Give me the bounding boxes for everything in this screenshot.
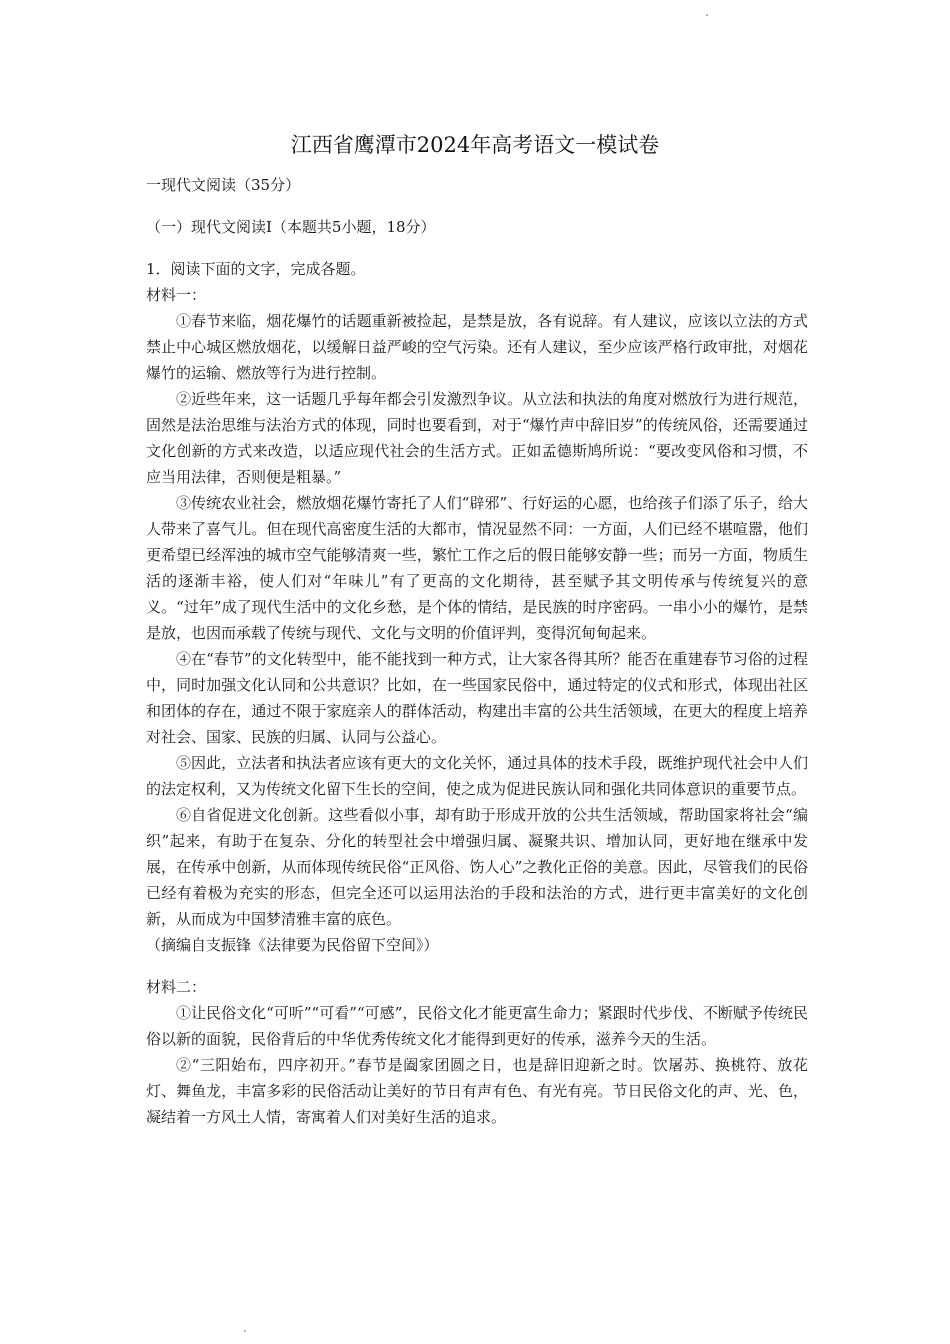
document-body <box>146 172 808 1130</box>
material-two-paragraph: ①让民俗文化“可听”“可看”“可感”，民俗文化才能更富生命力；紧跟时代步伐、不断赋予传统民俗以新的面貌，民俗背后的中华优秀传统文化才能得到更好的传承，滋养今天的生活。 <box>146 1004 808 1048</box>
material-one-label: 材料一： <box>146 286 207 304</box>
exam-title: 江西省鹰潭市2024年高考语文一模试卷 <box>290 133 660 157</box>
material-one-source: （摘编自支振锋《法律要为民俗留下空间》） <box>146 936 439 954</box>
scan-dot <box>244 1330 246 1332</box>
material-two-paragraph: ②“三阳始布，四序初开。”春节是阖家团圆之日，也是辞旧迎新之时。饮屠苏、换桃符、放花灯、舞鱼龙，丰富多彩的民俗活动让美好的节日有声有色、有光有亮。节日民俗文化的声、光、色，凝结着一方风土人情，寄寓着人们对美好生活的追求。 <box>146 1056 808 1126</box>
material-one-paragraph: ④在“春节”的文化转型中，能不能找到一种方式，让大家各得其所？能否在重建春节习俗的过程中，同时加强文化认同和公共意识？比如，在一些国家民俗中，通过特定的仪式和形式，体现出社区和团体的存在，通过不限于家庭亲人的群体活动，构建出丰富的公共生活领域，在更大的程度上培养对社会、国家、民族的归属、认同与公益心。 <box>146 650 808 746</box>
material-one-paragraph: ⑥自省促进文化创新。这些看似小事，却有助于形成开放的公共生活领域，帮助国家将社会“编织”起来，有助于在复杂、分化的转型社会中增强归属、凝聚共识、增加认同，更好地在继承中发展，在传承中创新，从而体现传统民俗“正风俗、饬人心”之教化正俗的美意。因此，尽管我们的民俗已经有着极为充实的形态，但完全还可以运用法治的手段和法治的方式，进行更丰富美好的文化创新，从而成为中国梦清雅丰富的底色。 <box>146 806 808 928</box>
scan-dot <box>706 14 708 16</box>
question-stem: 1．阅读下面的文字，完成各题。 <box>146 260 366 278</box>
subsection-heading: （一）现代文阅读Ⅰ（本题共5小题，18分） <box>146 218 436 236</box>
material-one-paragraph: ③传统农业社会，燃放烟花爆竹寄托了人们“辟邪”、行好运的心愿，也给孩子们添了乐子，给大人带来了喜气儿。但在现代高密度生活的大都市，情况显然不同：一方面，人们已经不堪喧嚣，他们更希望已经浑浊的城市空气能够清爽一些，繁忙工作之后的假日能够安静一些；而另一方面，物质生活的逐渐丰裕，使人们对“年味儿”有了更高的文化期待，甚至赋予其文明传承与传统复兴的意义。“过年”成了现代生活中的文化乡愁，是个体的情结，是民族的时序密码。一串小小的爆竹，是禁是放，也因而承载了传统与现代、文化与文明的价值评判，变得沉甸甸起来。 <box>146 494 808 642</box>
material-one-paragraph: ①春节来临，烟花爆竹的话题重新被捡起，是禁是放，各有说辞。有人建议，应该以立法的方式禁止中心城区燃放烟花，以缓解日益严峻的空气污染。还有人建议，至少应该严格行政审批，对烟花爆竹的运输、燃放等行为进行控制。 <box>146 312 808 382</box>
section-heading: 一现代文阅读（35分） <box>146 176 301 194</box>
material-one-paragraph: ②近些年来，这一话题几乎每年都会引发激烈争议。从立法和执法的角度对燃放行为进行规范，固然是法治思维与法治方式的体现，同时也要看到，对于“爆竹声中辞旧岁”的传统风俗，还需要通过文化创新的方式来改造，以适应现代社会的生活方式。正如孟德斯鸠所说：“要改变风俗和习惯，不应当用法律，否则便是粗暴。” <box>146 390 808 486</box>
material-two-label: 材料二： <box>146 978 207 996</box>
material-one-paragraph: ⑤因此，立法者和执法者应该有更大的文化关怀，通过具体的技术手段，既维护现代社会中人们的法定权利，又为传统文化留下生长的空间，使之成为促进民族认同和强化共同体意识的重要节点。 <box>146 754 808 798</box>
